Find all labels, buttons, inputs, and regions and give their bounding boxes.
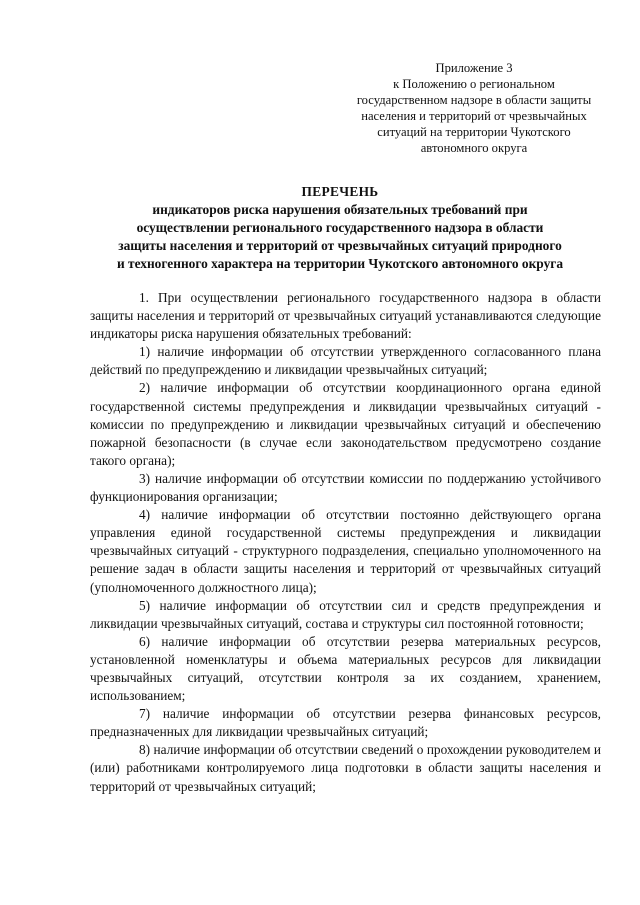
annex-line: ситуаций на территории Чукотского xyxy=(377,125,571,139)
title-line: и техногенного характера на территории Чукотского автономного округа xyxy=(116,256,564,271)
annex-line: автономного округа xyxy=(420,141,528,155)
title-line: защиты населения и территорий от чрезвычайных ситуаций природного xyxy=(118,238,562,253)
title-line: осуществлении регионального государственного надзора в области xyxy=(136,220,544,235)
list-item-4: 4) наличие информации об отсутствии постоянно действующего органа управления единой государственной системы предупреждения и ликвидации чрезвычайных ситуаций - структурного подразделения, специально уполномоченного на решение задач в области защиты населения и территорий от чрезвычайных ситуаций (уполномоченного должностного лица); xyxy=(90,507,601,595)
list-item-3: 3) наличие информации об отсутствии комиссии по поддержанию устойчивого функционирования организации; xyxy=(90,470,601,505)
list-item-2: 2) наличие информации об отсутствии координационного органа единой государственной системы предупреждения и ликвидации чрезвычайных ситуаций - комиссии по предупреждению и ликвидации чрезвычайных ситуаций и обеспечению пожарной безопасности (в случае если законодательством предусмотрено создание такого органа); xyxy=(90,380,601,468)
annex-line: к Положению о региональном xyxy=(393,77,555,91)
list-item-7: 7) наличие информации об отсутствии резерва финансовых ресурсов, предназначенных для ликвидации чрезвычайных ситуаций; xyxy=(90,706,601,740)
document-title xyxy=(72,183,608,273)
list-item-5: 5) наличие информации об отсутствии сил и средств предупреждения и ликвидации чрезвычайных ситуаций, состава и структуры сил постоянной готовности; xyxy=(90,597,601,631)
list-item-6: 6) наличие информации об отсутствии резерва материальных ресурсов, установленной номенклатуры и объема материальных ресурсов для ликвидации чрезвычайных ситуаций, отсутствии контроля за их созданием, хранением, использованием; xyxy=(90,633,601,704)
annex-line: государственном надзоре в области защиты xyxy=(356,93,592,107)
document-body xyxy=(90,289,601,796)
list-item-8: 8) наличие информации об отсутствии сведений о прохождении руководителем и (или) работниками контролируемого лица подготовки в области защиты населения и территорий от чрезвычайных ситуаций; xyxy=(90,742,601,794)
paragraph-intro: 1. При осуществлении регионального государственного надзора в области защиты населения и территорий от чрезвычайных ситуаций устанавливаются следующие индикаторы риска нарушения обязательных требований: xyxy=(90,290,601,342)
title-heading: ПЕРЕЧЕНЬ xyxy=(301,184,379,199)
list-item-1: 1) наличие информации об отсутствии утвержденного согласованного плана действий по предупреждению и ликвидации чрезвычайных ситуаций; xyxy=(90,344,601,378)
title-line: индикаторов риска нарушения обязательных требований при xyxy=(152,202,528,217)
annex-line: Приложение 3 xyxy=(435,61,513,75)
annex-reference xyxy=(340,60,608,156)
annex-line: населения и территорий от чрезвычайных xyxy=(361,109,587,123)
